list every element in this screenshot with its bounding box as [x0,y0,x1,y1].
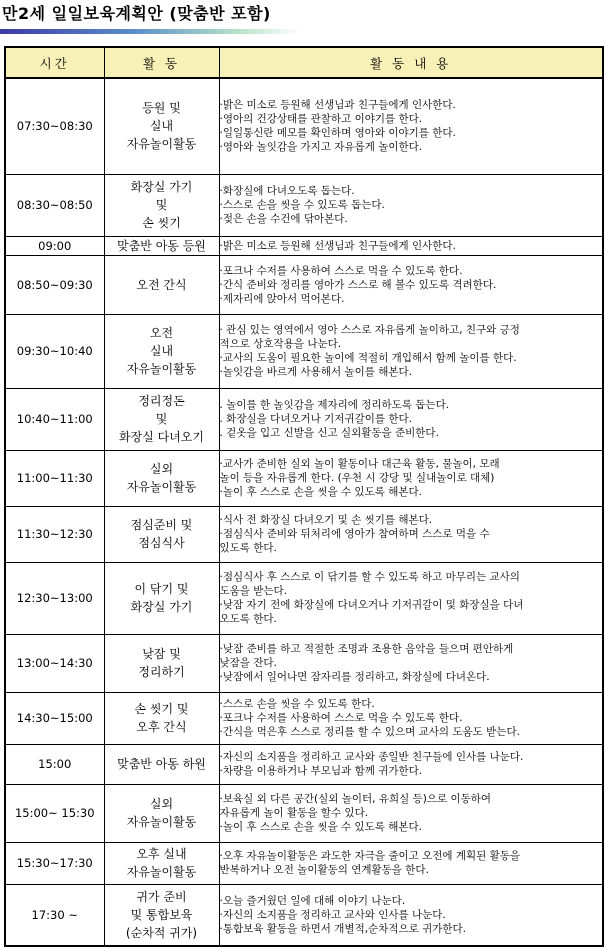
content-cell [219,388,603,450]
content-cell [219,78,603,174]
header-content: 활 동 내 용 [219,47,603,78]
content-line: ·낮잠 준비를 하고 적절한 조명과 조용한 음악을 들으며 편안하게 [219,643,514,655]
content-line: ·간식 준비와 정리를 영아가 스스로 해 볼수 있도록 격려한다. [219,278,497,291]
time-cell: 12:30~13:00 [5,562,104,634]
activity-cell: 오전 간식 [104,255,219,314]
table-row [5,562,603,634]
content-line: 오도록 한다. [219,613,277,625]
content-line: . 겉옷을 입고 신발을 신고 실외활동을 준비한다. [219,427,439,439]
table-row [5,842,603,884]
time-cell: 15:00~ 15:30 [5,784,104,842]
content-line: ·놀잇감을 바르게 사용해서 놀이를 해본다. [219,366,412,378]
content-line: ·영아의 건강상태를 관찰하고 이야기를 한다. [219,113,423,126]
content-cell [219,506,603,562]
time-cell: 09:00 [5,236,104,255]
content-cell [219,314,603,388]
time-cell: 11:30~12:30 [5,506,104,562]
daily-plan-table [4,46,604,947]
content-line: ·제자리에 앉아서 먹어본다. [219,292,345,305]
content-line: ·교사의 도움이 필요한 놀이에 적절히 개입해서 함께 놀이를 한다. [219,352,517,364]
activity-cell: 화장실 가기 및 손 씻기 [104,174,219,236]
activity-cell: 점심준비 및 점심식사 [104,506,219,562]
content-cell [219,784,603,842]
content-line: ·낮잠에서 일어나면 잠자리를 정리하고, 화장실에 다녀온다. [219,671,490,683]
content-line: 놀이 등을 자유롭게 한다. (우천 시 강당 및 실내놀이로 대체) [219,472,495,484]
time-cell: 14:30~15:00 [5,692,104,744]
table-row [5,744,603,784]
table-row [5,634,603,692]
page-title: 만2세 일일보육계획안 (맞춤반 포함) [2,4,271,23]
activity-cell: 오전 실내 자유놀이활동 [104,314,219,388]
table-row [5,255,603,314]
table-row [5,784,603,842]
content-line: ·일일통신란 메모를 확인하며 영아와 이야기를 한다. [219,127,456,140]
content-line: ·밝은 미소로 등원해 선생님과 친구들에게 인사한다. [219,99,456,112]
content-cell [219,884,603,946]
content-cell [219,634,603,692]
content-line: . 놀이를 한 놀잇감을 제자리에 정리하도록 돕는다. [219,399,450,411]
content-line: ·점심식사 후 스스로 이 닦기를 할 수 있도록 하고 마무리는 교사의 [219,571,520,583]
activity-cell: 손 씻기 및 오후 간식 [104,692,219,744]
content-cell [219,174,603,236]
activity-cell: 등원 및 실내 자유놀이활동 [104,78,219,174]
content-cell [219,255,603,314]
content-line: ·점심식사 준비와 뒤처리에 영아가 참여하며 스스로 먹을 수 [219,528,490,540]
content-cell [219,450,603,506]
content-line: 낮잠을 잔다. [219,657,277,669]
table-row [5,692,603,744]
content-line: ·자신의 소지품을 정리하고 교사와 인사를 나눈다. [219,908,446,921]
table-row [5,236,603,255]
content-cell [219,744,603,784]
content-line: ·젖은 손을 수건에 닦아본다. [219,213,348,225]
activity-cell: 낮잠 및 정리하기 [104,634,219,692]
content-line: ·낮잠 자기 전에 화장실에 다녀오거나 기저귀갈이 및 화장실을 다녀 [219,599,524,611]
content-line: ·차량을 이용하거나 부모님과 함께 귀가한다. [219,765,423,777]
content-line: ·스스로 손을 씻을 수 있도록 한다. [219,698,375,710]
content-line: ·놀이 후 스스로 손을 씻을 수 있도록 해본다. [219,486,422,498]
content-line: ·오늘 즐거웠던 일에 대해 이야기 나눈다. [219,894,406,907]
activity-cell: 실외 자유놀이활동 [104,784,219,842]
header-time: 시간 [5,47,104,78]
content-line: 적으로 상호작용을 나눈다. [219,338,342,350]
content-line: ·통합보육 활동을 하면서 개별적,순차적으로 귀가한다. [219,922,467,935]
table-row [5,78,603,174]
time-cell: 11:00~11:30 [5,450,104,506]
content-line: ·놀이 후 스스로 손을 씻을 수 있도록 해본다. [219,821,422,833]
content-line: 반복하거나 오전 놀이활동의 연계활동을 한다. [219,864,429,876]
content-line: ·자신의 소지품을 정리하고 교사와 종일반 친구들에 인사를 나눈다. [219,751,524,763]
time-cell: 17:30 ~ [5,884,104,946]
content-line: ·오후 자유놀이활동은 과도한 자극을 줄이고 오전에 계획된 활동을 [219,850,521,862]
time-cell: 07:30~08:30 [5,78,104,174]
activity-cell: 오후 실내 자유놀이활동 [104,842,219,884]
activity-cell: 실외 자유놀이활동 [104,450,219,506]
content-line: ·화장실에 다녀오도록 돕는다. [219,185,355,197]
activity-cell: 맞춤반 아동 등원 [104,236,219,255]
activity-cell: 정리정돈 및 화장실 다녀오기 [104,388,219,450]
table-row [5,388,603,450]
time-cell: 13:00~14:30 [5,634,104,692]
content-line: 있도록 한다. [219,542,277,554]
content-cell [219,236,603,255]
activity-cell: 귀가 준비 및 통합보육 (순차적 귀가) [104,884,219,946]
content-line: ·포크나 수저를 사용하여 스스로 먹을 수 있도록 한다. [219,712,463,724]
table-row [5,884,603,946]
time-cell: 15:00 [5,744,104,784]
table-row [5,450,603,506]
activity-cell: 맞춤반 아동 하원 [104,744,219,784]
time-cell: 15:30~17:30 [5,842,104,884]
table-row [5,314,603,388]
time-cell: 10:40~11:00 [5,388,104,450]
content-line: 자유롭게 놀이 활동을 할수 있다. [219,807,369,819]
content-line: ·포크나 수저를 사용하여 스스로 먹을 수 있도록 한다. [219,264,463,277]
table-row [5,506,603,562]
activity-cell: 이 닦기 및 화장실 가기 [104,562,219,634]
content-line: ·식사 전 화장실 다녀오기 및 손 씻기를 해본다. [219,514,433,526]
content-line: · 관심 있는 영역에서 영아 스스로 자유롭게 놀이하고, 친구와 긍정 [219,324,520,336]
content-line: ·영아와 놀잇감을 가지고 자유롭게 놀이한다. [219,141,423,154]
content-line: ·스스로 손을 씻을 수 있도록 돕는다. [219,199,385,211]
content-line: ·교사가 준비한 실외 놀이 활동이나 대근육 활동, 물놀이, 모래 [219,458,500,470]
content-line: ·보육실 외 다른 공간(실외 놀이터, 유희실 등)으로 이동하여 [219,793,492,805]
time-cell: 08:50~09:30 [5,255,104,314]
table-header-row [5,47,603,78]
time-cell: 09:30~10:40 [5,314,104,388]
content-line: 도움을 받는다. [219,585,288,597]
content-cell [219,562,603,634]
content-cell [219,692,603,744]
table-row [5,174,603,236]
time-cell: 08:30~08:50 [5,174,104,236]
content-line: ·밝은 미소로 등원해 선생님과 친구들에게 인사한다. [219,239,456,252]
content-cell [219,842,603,884]
title-underline [0,29,300,34]
header-activity: 활 동 [104,47,219,78]
content-line: ·간식을 먹은후 스스로 정리를 할 수 있으며 교사의 도움도 받는다. [219,726,520,738]
content-line: . 화장실을 다녀오거나 기저귀갈이를 한다. [219,413,412,425]
